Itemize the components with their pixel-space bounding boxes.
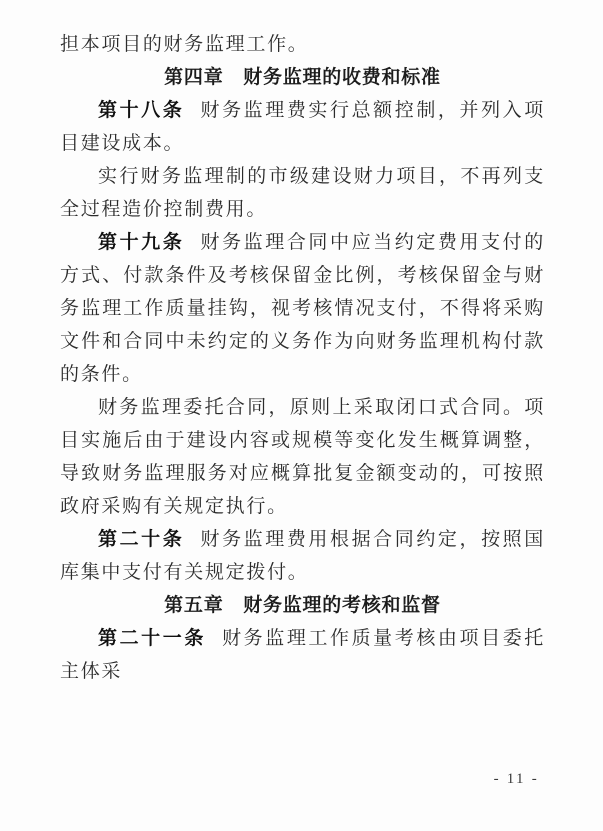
article-21: [60, 622, 545, 688]
paragraph: [60, 160, 545, 226]
article-20-text: 财务监理费用根据合同约定，按照国库集中支付有关规定拨付。: [60, 529, 545, 583]
chapter-heading-5: 第五章 财务监理的考核和监督: [164, 595, 441, 616]
article-21-text: 财务监理工作质量考核由项目委托主体采: [60, 628, 545, 682]
article-18-number: 第十八条: [98, 100, 185, 121]
article-18-text: 财务监理费实行总额控制，并列入项目建设成本。: [60, 100, 545, 154]
article-20-number: 第二十条: [98, 529, 185, 550]
article-20: [60, 523, 545, 589]
article-18: [60, 94, 545, 160]
paragraph-continuation: [60, 28, 545, 61]
chapter-heading-4: 第四章 财务监理的收费和标准: [164, 67, 441, 88]
paragraph-text: 实行财务监理制的市级建设财力项目，不再列支全过程造价控制费用。: [60, 166, 545, 220]
paragraph-text: 财务监理委托合同，原则上采取闭口式合同。项目实施后由于建设内容或规模等变化发生概算调整，导致财务监理服务对应概算批复金额变动的，可按照政府采购有关规定执行。: [60, 397, 545, 517]
article-19-text: 财务监理合同中应当约定费用支付的方式、付款条件及考核保留金比例，考核保留金与财务监理工作质量挂钩，视考核情况支付，不得将采购文件和合同中未约定的义务作为向财务监理机构付款的条件。: [60, 232, 545, 385]
paragraph: [60, 391, 545, 523]
page-number: - 11 -: [493, 771, 539, 787]
article-19: [60, 226, 545, 391]
paragraph-text: 担本项目的财务监理工作。: [60, 34, 309, 55]
article-21-number: 第二十一条: [98, 628, 206, 649]
article-19-number: 第十九条: [98, 232, 185, 253]
